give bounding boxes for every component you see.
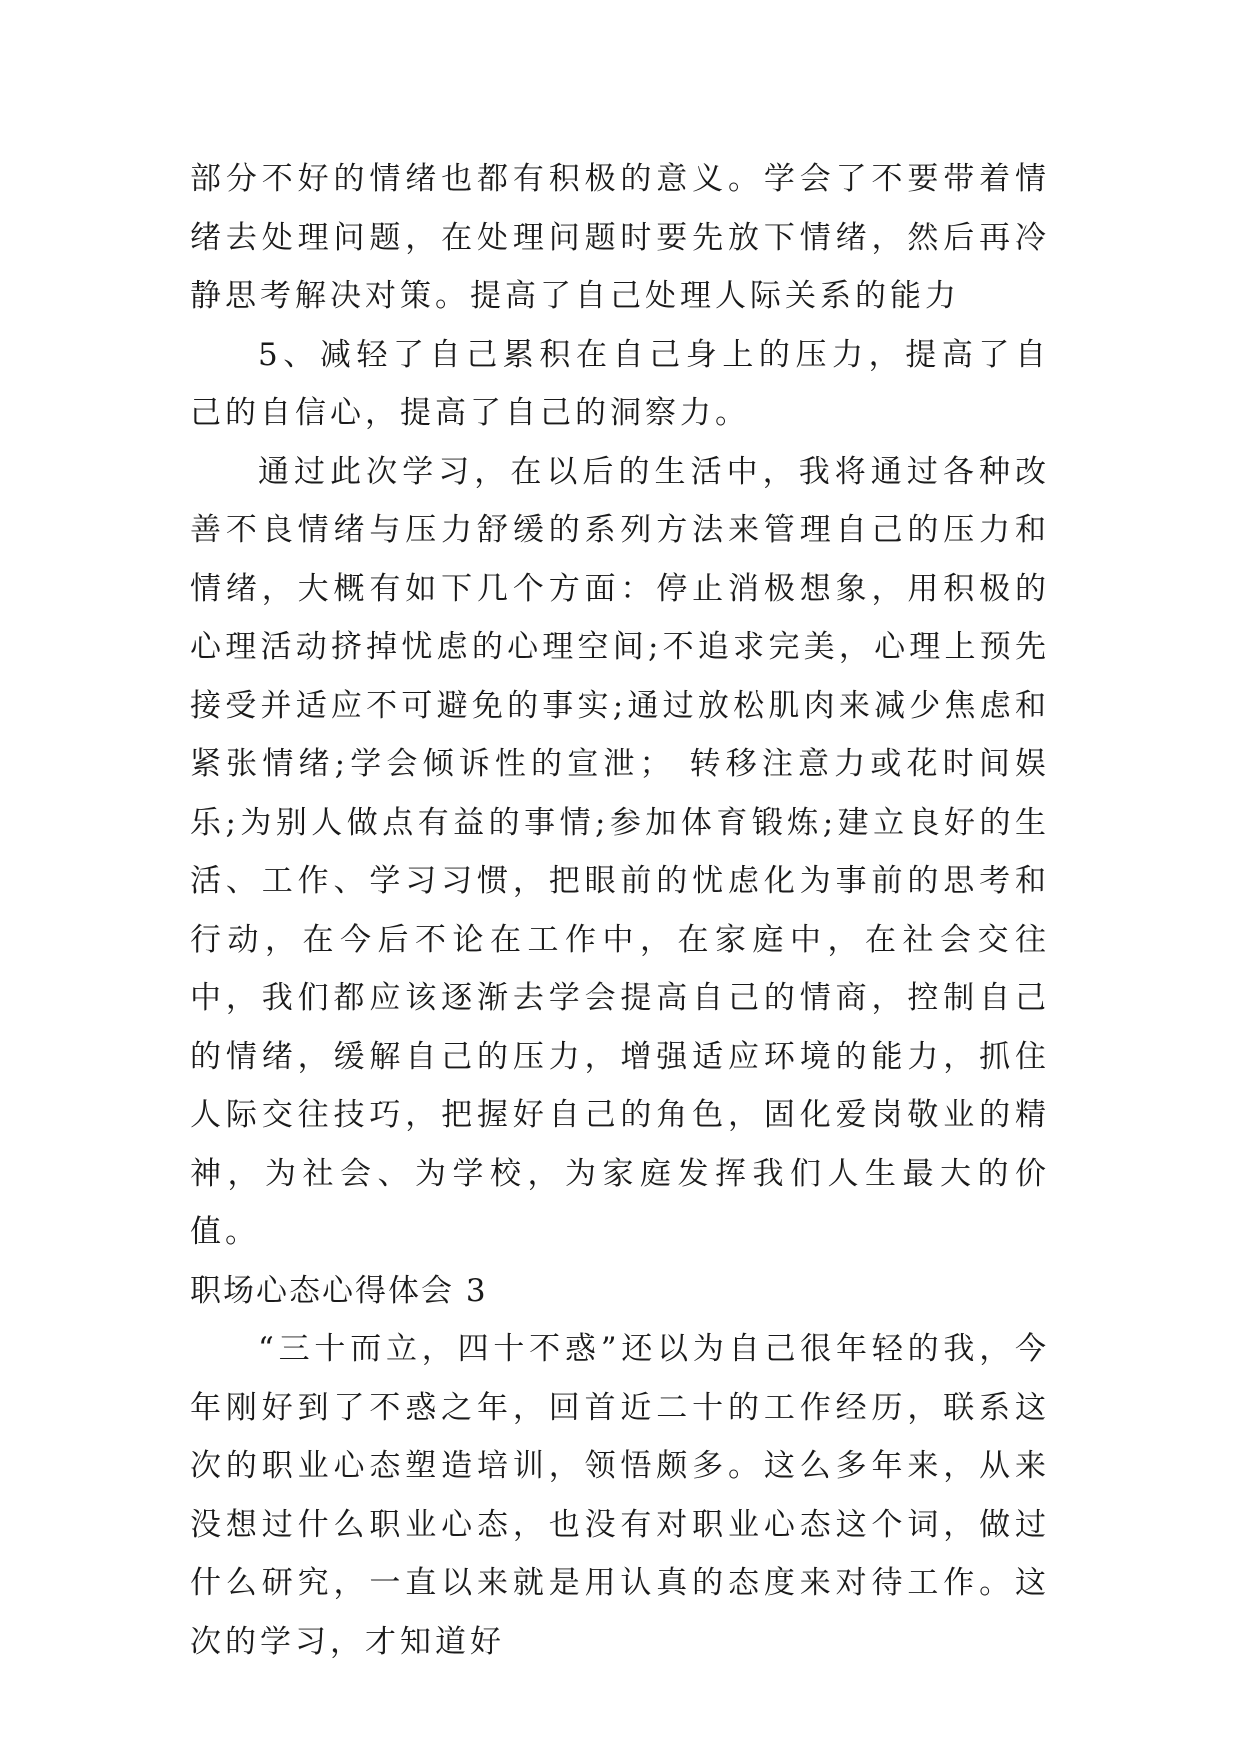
paragraph-point-5: 5、减轻了自己累积在自己身上的压力，提高了自己的自信心，提高了自己的洞察力。 bbox=[190, 336, 1050, 431]
paragraph-summary: 通过此次学习，在以后的生活中，我将通过各种改善不良情绪与压力舒缓的系列方法来管理自己的压力和情绪，大概有如下几个方面：停止消极想象，用积极的心理活动挤掉忧虑的心理空间;不追求完美，心理上预先接受并适应不可避免的事实;通过放松肌肉来减少焦虑和紧张情绪;学会倾诉性的宣泄； 转移注意力或花时间娱乐;为别人做点有益的事情;参加体育锻炼;建立良好的生活、工作、学习习惯，把眼前的忧虑化为事前的思考和行动，在今后不论在工作中，在家庭中，在社会交往中，我们都应该逐渐去学会提高自己的情商，控制自己的情绪，缓解自己的压力，增强适应环境的能力，抓住人际交往技巧，把握好自己的角色，固化爱岗敬业的精神，为社会、为学校，为家庭发挥我们人生最大的价值。 bbox=[190, 453, 1050, 1250]
paragraph-section3-intro: “三十而立，四十不惑”还以为自己很年轻的我，今年刚好到了不惑之年，回首近二十的工作经历，联系这次的职业心态塑造培训，领悟颇多。这么多年来，从来没想过什么职业心态，也没有对职业心态这个词，做过什么研究，一直以来就是用认真的态度来对待工作。这次的学习，才知道好 bbox=[190, 1331, 1050, 1660]
paragraph-continued: 部分不好的情绪也都有积极的意义。学会了不要带着情绪去处理问题，在处理问题时要先放下情绪，然后再冷静思考解决对策。提高了自己处理人际关系的能力 bbox=[190, 161, 1050, 314]
section-heading: 职场心态心得体会 3 bbox=[190, 1272, 488, 1309]
document-body bbox=[190, 150, 1050, 1671]
